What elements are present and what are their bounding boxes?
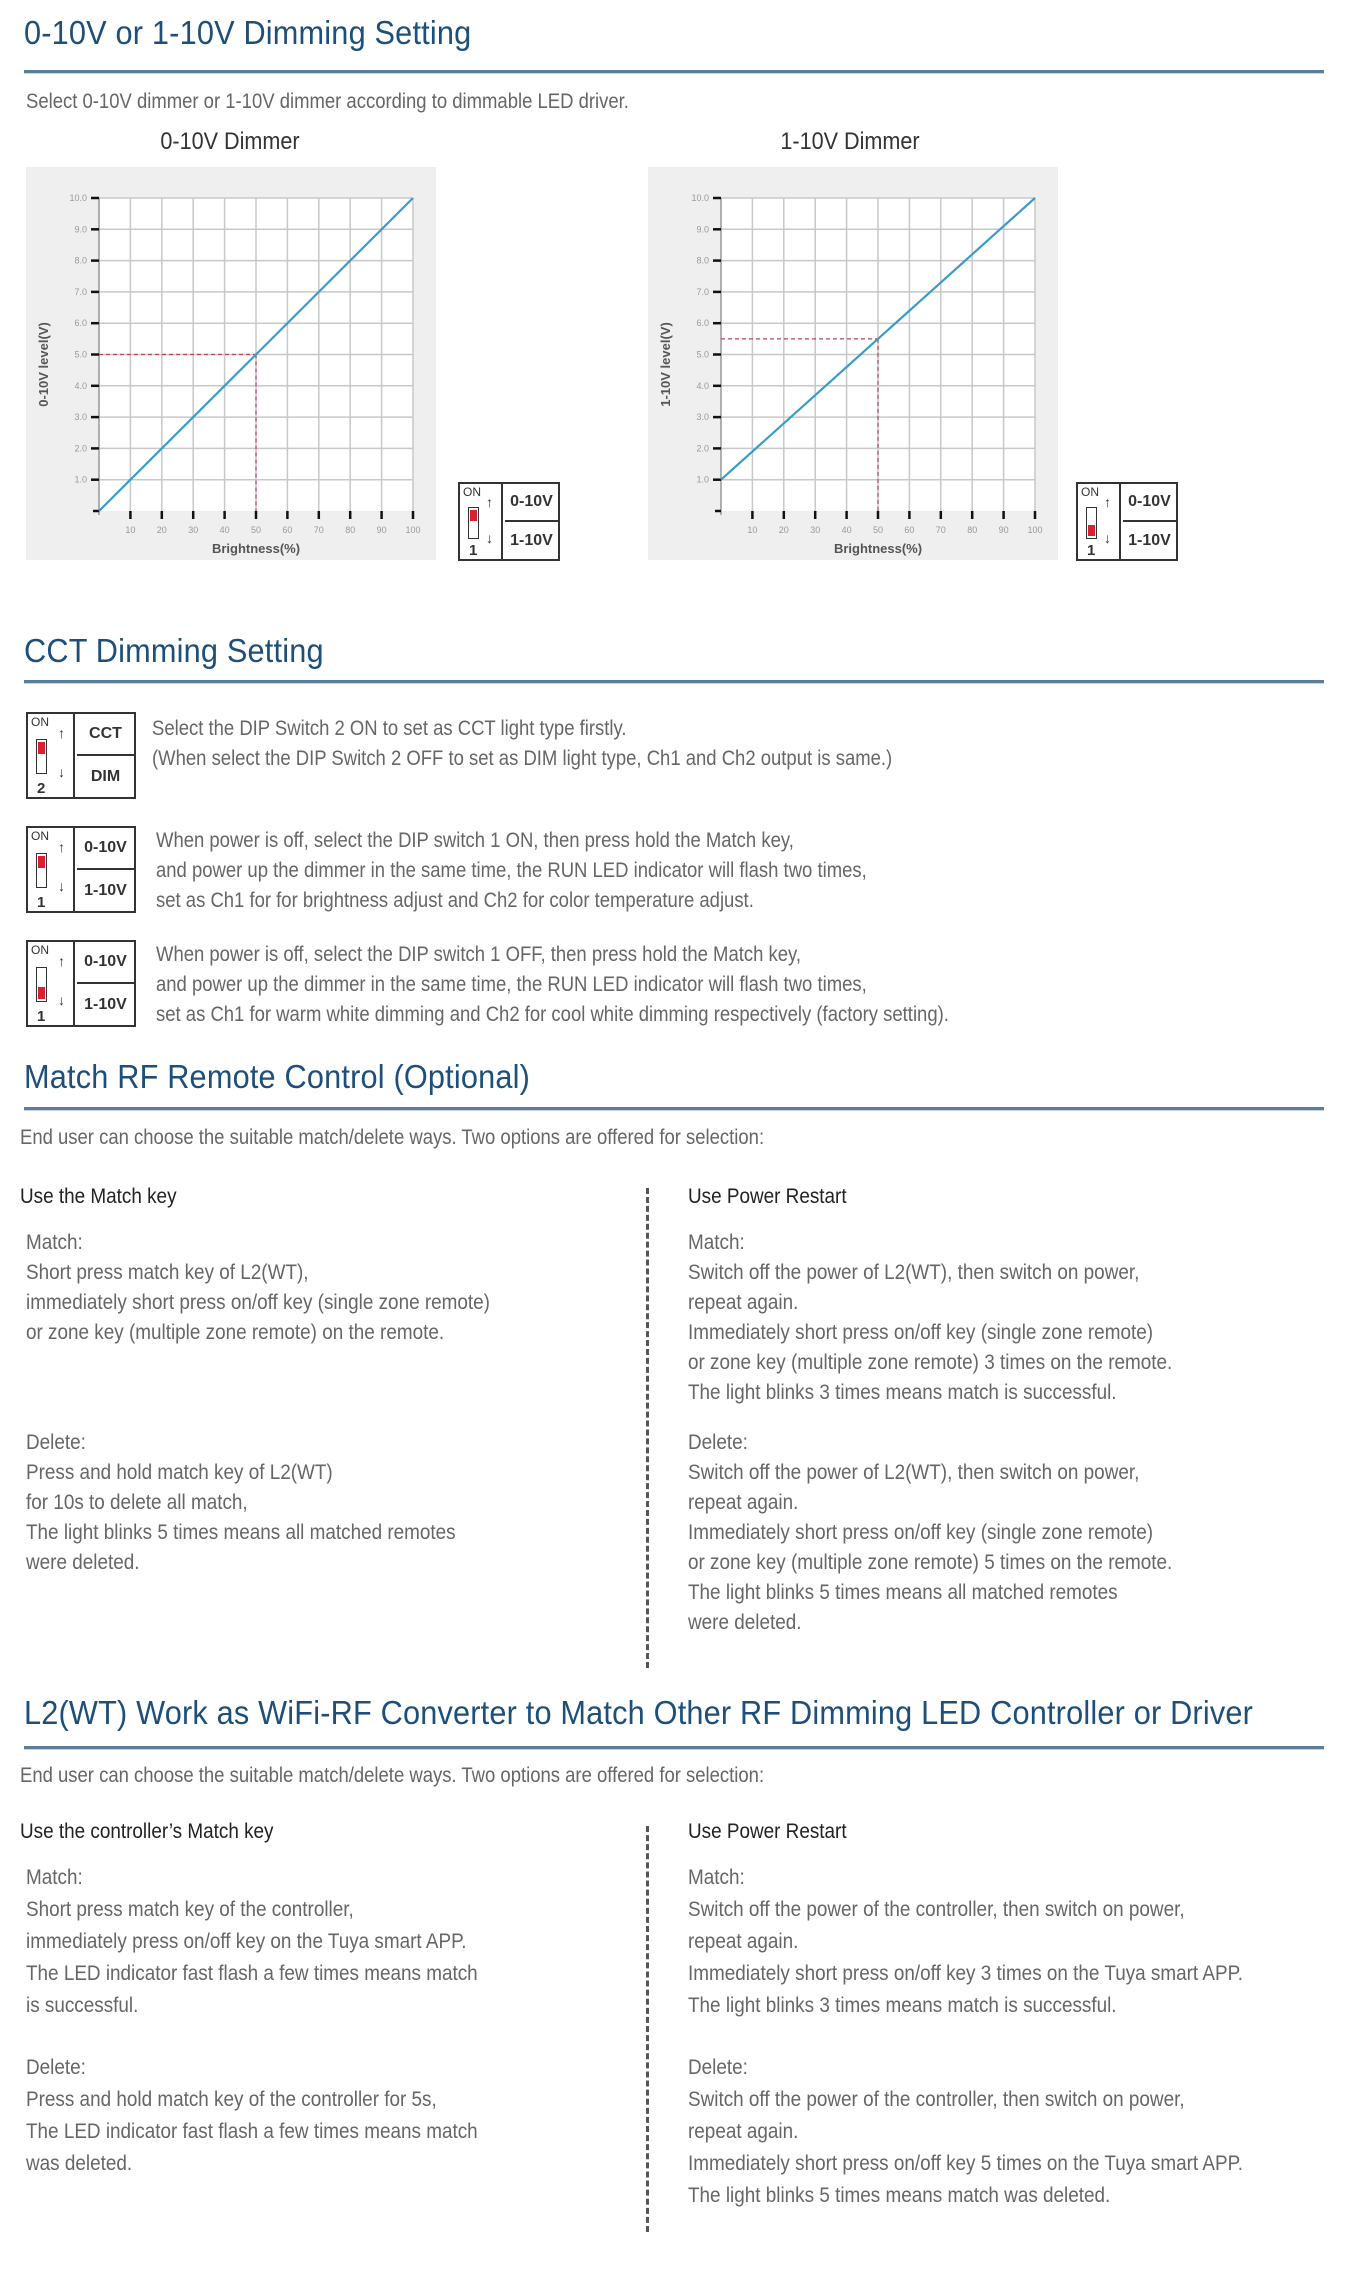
dip-switch-graphic (28, 828, 75, 911)
dip-bottom-label: DIM (90, 768, 121, 786)
text-line: Immediately short press on/off key 5 times on the Tuya smart APP. (688, 2152, 1244, 2175)
text-line: When power is off, select the DIP switch 1 OFF, then press hold the Match key, (156, 943, 802, 966)
y-tick-label: 6.0 (696, 318, 709, 329)
column-divider (646, 1188, 649, 1668)
y-tick-label: 4.0 (74, 380, 87, 391)
match-label: Match: (26, 1866, 83, 1889)
delete-label: Delete: (688, 2056, 748, 2079)
dip-top-label: 0-10V (77, 828, 134, 870)
dip-bottom-label: 1-10V (84, 996, 127, 1014)
rf-left-heading: Use the Match key (20, 1185, 177, 1208)
text-line: The light blinks 3 times means match is successful. (688, 1381, 1117, 1404)
y-tick-label: 10.0 (691, 193, 709, 203)
x-tick-label: 20 (156, 525, 167, 535)
text-line: were deleted. (26, 1551, 140, 1574)
chart-title-0-10v: 0-10V Dimmer (160, 128, 300, 155)
y-axis-label: 1-10V level(V) (658, 322, 673, 407)
y-tick-label: 1.0 (696, 474, 709, 485)
dip-slot (36, 739, 47, 774)
dip-number: 1 (469, 542, 478, 559)
arrow-down-icon: ↓ (58, 878, 65, 894)
delete-label: Delete: (26, 1431, 86, 1454)
y-tick-label: 9.0 (696, 224, 709, 235)
text-line: was deleted. (26, 2152, 133, 2175)
text-line: or zone key (multiple zone remote) 5 times on the remote. (688, 1551, 1173, 1574)
text-line: (When select the DIP Switch 2 OFF to set as DIM light type, Ch1 and Ch2 output is same.) (152, 747, 893, 770)
chart-0-10v-svg (26, 167, 436, 560)
chart-title-1-10v: 1-10V Dimmer (780, 128, 920, 155)
wifi-lead-text: End user can choose the suitable match/delete ways. Two options are offered for selection: (20, 1764, 765, 1787)
dip-number: 1 (37, 894, 46, 911)
dip-on-label: ON (31, 829, 49, 843)
cct-description (156, 826, 867, 916)
arrow-up-icon: ↑ (1104, 494, 1111, 510)
x-tick-label: 60 (282, 525, 293, 535)
dip-bottom-label: 1-10V (510, 532, 553, 550)
y-tick-label: 2.0 (74, 443, 87, 454)
dip-knob-off (38, 987, 45, 999)
text-line: The light blinks 5 times means match was deleted. (688, 2184, 1111, 2207)
x-tick-label: 80 (967, 525, 978, 535)
text-line: The light blinks 3 times means match is successful. (688, 1994, 1117, 2017)
cct-description (156, 940, 949, 1030)
text-line: or zone key (multiple zone remote) 3 times on the remote. (688, 1351, 1173, 1374)
rf-left-delete (26, 1428, 456, 1578)
text-line: and power up the dimmer in the same time, the RUN LED indicator will flash two times, (156, 859, 867, 882)
text-line: immediately short press on/off key (single zone remote) (26, 1291, 490, 1314)
x-tick-label: 50 (250, 525, 262, 535)
text-line: The LED indicator fast flash a few times means match (26, 2120, 478, 2143)
dip-switch-graphic (28, 714, 75, 797)
text-line: repeat again. (688, 1291, 799, 1314)
wifi-right-heading: Use Power Restart (688, 1820, 847, 1843)
dip-switch-cct-3 (26, 940, 136, 1027)
text-line: is successful. (26, 1994, 139, 2017)
text-line: Switch off the power of L2(WT), then switch on power, (688, 1261, 1140, 1284)
x-tick-label: 90 (376, 525, 387, 535)
text-line: or zone key (multiple zone remote) on the remote. (26, 1321, 445, 1344)
text-line: immediately press on/off key on the Tuya smart APP. (26, 1930, 467, 1953)
dip-switch-graphic (460, 484, 503, 559)
text-line: Switch off the power of L2(WT), then switch on power, (688, 1461, 1140, 1484)
dip-knob-off (1088, 525, 1095, 536)
text-line: Immediately short press on/off key (single zone remote) (688, 1521, 1154, 1544)
x-tick-label: 40 (841, 525, 852, 535)
section-title-cct: CCT Dimming Setting (24, 632, 324, 669)
x-tick-label: 70 (935, 525, 946, 535)
chart-0-10v (26, 167, 436, 560)
x-tick-label: 50 (872, 525, 884, 535)
y-tick-label: 3.0 (696, 412, 709, 423)
text-line: Switch off the power of the controller, then switch on power, (688, 1898, 1185, 1921)
text-line: Immediately short press on/off key 3 times on the Tuya smart APP. (688, 1962, 1244, 1985)
y-tick-label: 3.0 (74, 412, 87, 423)
rf-right-delete (688, 1428, 1172, 1638)
arrow-down-icon: ↓ (58, 764, 65, 780)
dip-top-label: 0-10V (77, 942, 134, 984)
x-tick-label: 90 (998, 525, 1009, 535)
dip-slot (36, 853, 47, 888)
section-rule (24, 1107, 1324, 1111)
dip-switch-cct-2 (26, 826, 136, 913)
section-rule (24, 1746, 1324, 1750)
delete-label: Delete: (26, 2056, 86, 2079)
wifi-left-heading: Use the controller’s Match key (20, 1820, 274, 1843)
dip-top-label: CCT (77, 714, 134, 756)
x-tick-label: 10 (747, 525, 758, 535)
x-axis-label: Brightness(%) (211, 541, 301, 556)
wifi-left-match (26, 1862, 478, 2022)
column-divider (646, 1826, 649, 2232)
text-line: were deleted. (688, 1611, 802, 1634)
y-tick-label: 5.0 (74, 349, 87, 360)
dip-slot (468, 507, 479, 539)
text-line: Press and hold match key of the controller for 5s, (26, 2088, 437, 2111)
x-tick-label: 80 (345, 525, 356, 535)
arrow-up-icon: ↑ (58, 953, 65, 969)
dip-knob-on (38, 742, 45, 754)
dip-knob-on (38, 856, 45, 868)
section-title-rf: Match RF Remote Control (Optional) (24, 1058, 531, 1095)
match-label: Match: (26, 1231, 83, 1254)
dip-number: 2 (37, 780, 46, 797)
dip-number: 1 (37, 1008, 46, 1025)
text-line: Select the DIP Switch 2 ON to set as CCT light type firstly. (152, 717, 627, 740)
wifi-left-delete (26, 2052, 478, 2180)
y-axis-label: 0-10V level(V) (36, 322, 51, 407)
x-tick-label: 100 (405, 525, 421, 535)
x-tick-label: 30 (188, 525, 199, 535)
x-tick-label: 40 (219, 525, 230, 535)
text-line: When power is off, select the DIP switch 1 ON, then press hold the Match key, (156, 829, 794, 852)
dip-on-label: ON (31, 715, 49, 729)
text-line: repeat again. (688, 2120, 799, 2143)
x-tick-label: 30 (810, 525, 821, 535)
rf-left-match (26, 1228, 490, 1348)
y-tick-label: 7.0 (74, 286, 87, 297)
section-rule (24, 70, 1324, 74)
text-line: The light blinks 5 times means all matched remotes (688, 1581, 1118, 1604)
section-title-wifi: L2(WT) Work as WiFi-RF Converter to Match Other RF Dimming LED Controller or Driver (24, 1694, 1254, 1731)
dip-bottom-label: 1-10V (84, 882, 127, 900)
y-tick-label: 8.0 (696, 255, 709, 266)
rf-right-heading: Use Power Restart (688, 1185, 847, 1208)
dip-switch-graphic (28, 942, 75, 1025)
section-rule (24, 680, 1324, 684)
y-tick-label: 1.0 (74, 474, 87, 485)
text-line: Switch off the power of the controller, then switch on power, (688, 2088, 1185, 2111)
dip-on-label: ON (31, 943, 49, 957)
dip-on-label: ON (463, 485, 481, 499)
dip-switch-1-10v (1076, 482, 1178, 561)
match-label: Match: (688, 1866, 745, 1889)
x-tick-label: 70 (313, 525, 324, 535)
text-line: repeat again. (688, 1930, 799, 1953)
y-tick-label: 5.0 (696, 349, 709, 360)
text-line: set as Ch1 for for brightness adjust and Ch2 for color temperature adjust. (156, 889, 754, 912)
rf-lead-text: End user can choose the suitable match/delete ways. Two options are offered for selection: (20, 1126, 765, 1149)
arrow-up-icon: ↑ (58, 725, 65, 741)
dip-top-label: 0-10V (505, 484, 558, 522)
x-tick-label: 100 (1027, 525, 1043, 535)
text-line: Short press match key of the controller, (26, 1898, 354, 1921)
arrow-up-icon: ↑ (486, 494, 493, 510)
dip-slot (1086, 507, 1097, 539)
dip-knob-on (470, 510, 477, 521)
text-line: Short press match key of L2(WT), (26, 1261, 309, 1284)
arrow-down-icon: ↓ (1104, 530, 1111, 546)
y-tick-label: 10.0 (69, 193, 87, 203)
dip-bottom-label: 1-10V (1128, 532, 1171, 550)
section-title-dimming: 0-10V or 1-10V Dimming Setting (24, 14, 472, 51)
cct-description (152, 714, 892, 774)
x-tick-label: 20 (778, 525, 789, 535)
text-line: repeat again. (688, 1491, 799, 1514)
rf-right-match (688, 1228, 1172, 1408)
dip-slot (36, 967, 47, 1002)
dimming-lead-text: Select 0-10V dimmer or 1-10V dimmer according to dimmable LED driver. (26, 90, 629, 113)
dip-switch-0-10v (458, 482, 560, 561)
dip-number: 1 (1087, 542, 1096, 559)
text-line: Press and hold match key of L2(WT) (26, 1461, 333, 1484)
y-tick-label: 4.0 (696, 380, 709, 391)
text-line: and power up the dimmer in the same time, the RUN LED indicator will flash two times, (156, 973, 867, 996)
dip-on-label: ON (1081, 485, 1099, 499)
y-tick-label: 2.0 (696, 443, 709, 454)
dip-top-label: 0-10V (1123, 484, 1176, 522)
text-line: for 10s to delete all match, (26, 1491, 248, 1514)
text-line: set as Ch1 for warm white dimming and Ch2 for cool white dimming respectively (factory setting). (156, 1003, 949, 1026)
y-tick-label: 6.0 (74, 318, 87, 329)
delete-label: Delete: (688, 1431, 748, 1454)
text-line: The light blinks 5 times means all matched remotes (26, 1521, 456, 1544)
wifi-right-delete (688, 2052, 1243, 2212)
x-tick-label: 10 (125, 525, 136, 535)
dip-switch-cct-1 (26, 712, 136, 799)
arrow-up-icon: ↑ (58, 839, 65, 855)
wifi-right-match (688, 1862, 1243, 2022)
y-tick-label: 9.0 (74, 224, 87, 235)
y-tick-label: 8.0 (74, 255, 87, 266)
chart-1-10v (648, 167, 1058, 560)
x-axis-label: Brightness(%) (833, 541, 923, 556)
arrow-down-icon: ↓ (58, 992, 65, 1008)
match-label: Match: (688, 1231, 745, 1254)
x-tick-label: 60 (904, 525, 915, 535)
chart-1-10v-svg (648, 167, 1058, 560)
y-tick-label: 7.0 (696, 286, 709, 297)
text-line: The LED indicator fast flash a few times means match (26, 1962, 478, 1985)
text-line: Immediately short press on/off key (single zone remote) (688, 1321, 1154, 1344)
arrow-down-icon: ↓ (486, 530, 493, 546)
dip-switch-graphic (1078, 484, 1121, 559)
